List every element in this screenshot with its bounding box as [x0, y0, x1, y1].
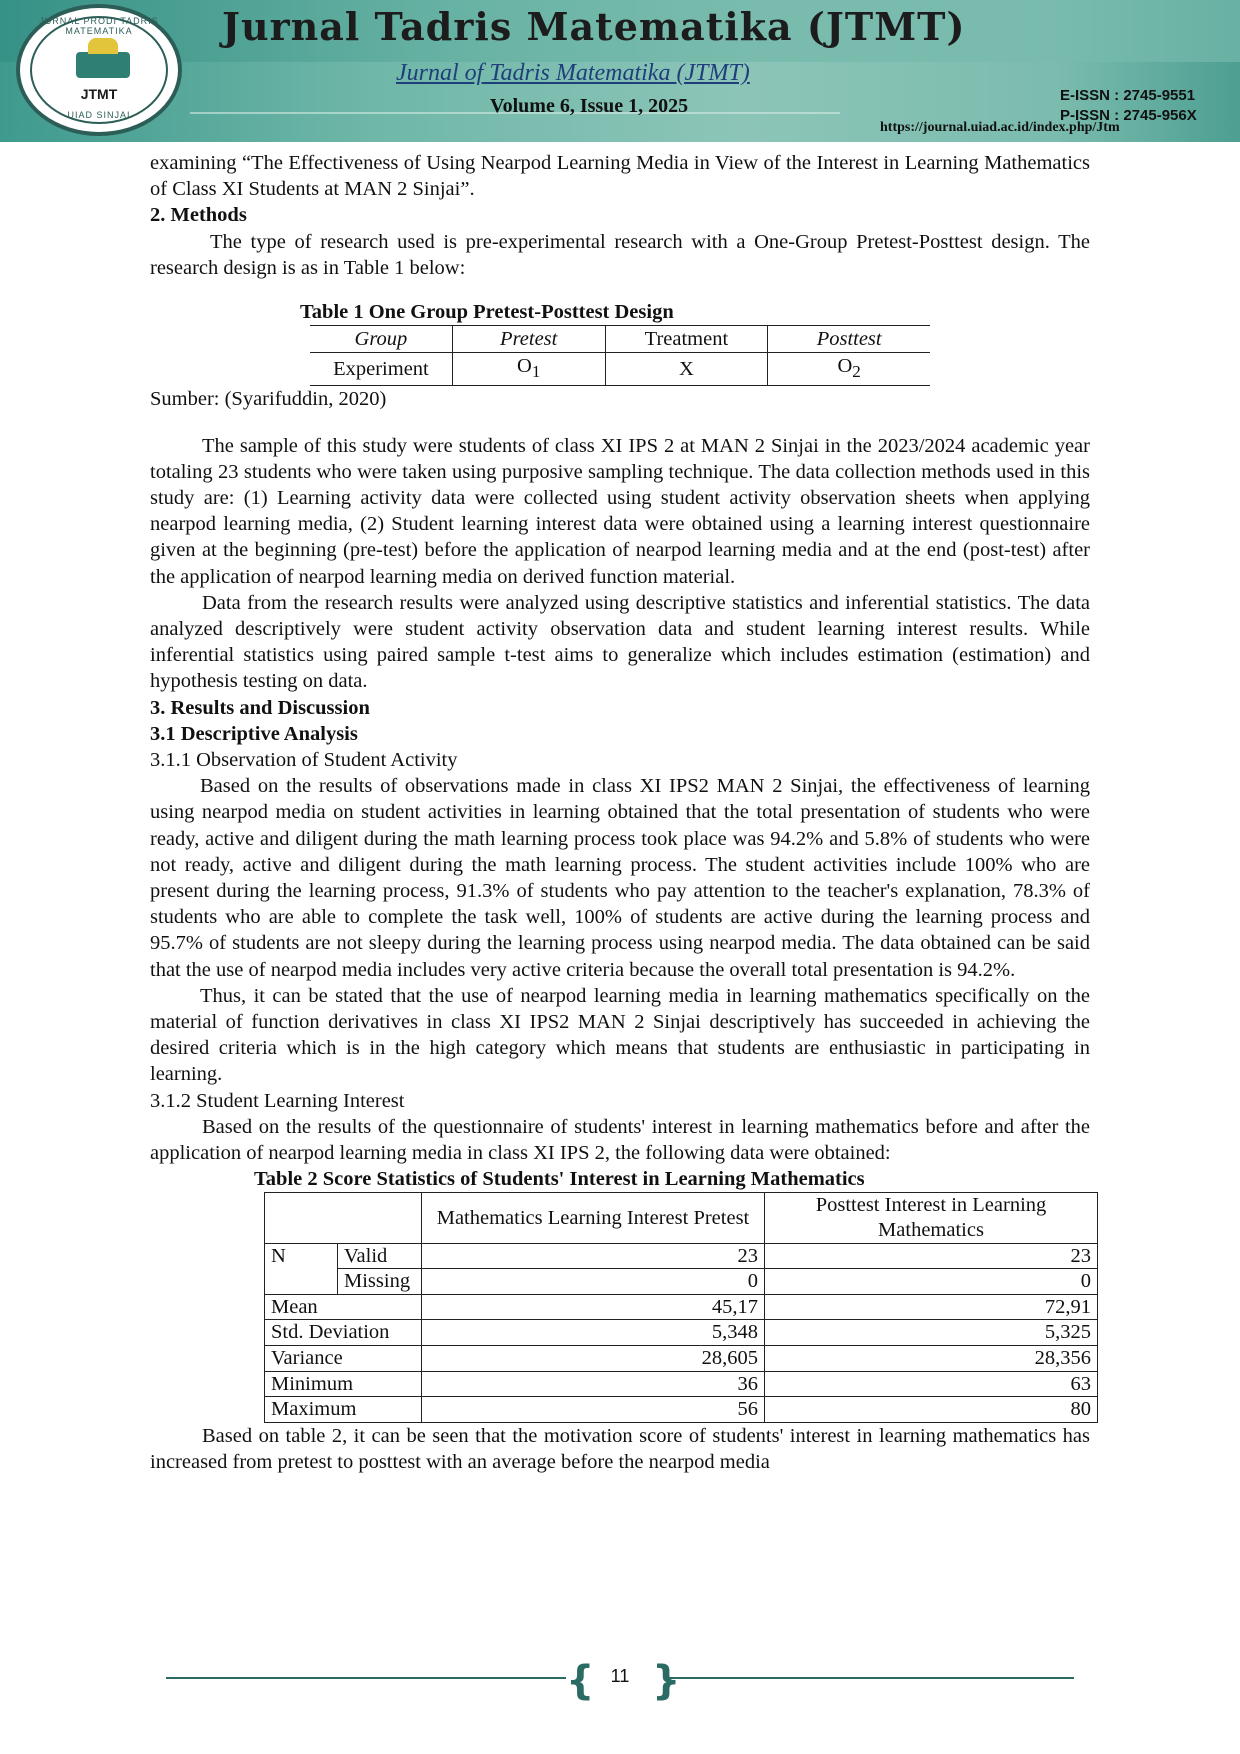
table2-post-value: 0 — [765, 1269, 1098, 1295]
journal-volume: Volume 6, Issue 1, 2025 — [490, 95, 689, 117]
methods-heading: 2. Methods — [150, 204, 247, 227]
table-row — [265, 1269, 1098, 1295]
table2-header-pretest: Mathematics Learning Interest Pretest — [422, 1193, 765, 1243]
table2-post-value: 5,325 — [765, 1320, 1098, 1346]
table-row — [265, 1193, 1098, 1243]
logo-arc-top: JURNAL PRODI TADRIS MATEMATIKA — [39, 16, 159, 36]
table2 — [264, 1192, 1098, 1422]
table2-post-value: 28,356 — [765, 1345, 1098, 1371]
footer-line-right — [668, 1677, 1074, 1679]
results-heading: 3. Results and Discussion — [150, 696, 370, 719]
table-row — [265, 1397, 1098, 1423]
table2-post-value: 63 — [765, 1371, 1098, 1397]
table1-caption: Table 1 One Group Pretest-Posttest Design — [300, 301, 674, 324]
table1-header-posttest: Posttest — [768, 326, 930, 353]
table2-header-posttest: Posttest Interest in Learning Mathematics — [765, 1193, 1098, 1243]
table2-caption: Table 2 Score Statistics of Students' Interest in Learning Mathematics — [254, 1168, 865, 1191]
table2-post-value: 23 — [765, 1243, 1098, 1269]
table2-pre-value: 5,348 — [422, 1320, 765, 1346]
intro-paragraph: examining “The Effectiveness of Using Nearpod Learning Media in View of the Interest in Learning Mathematics of Class XI Students at MAN 2 Sinjai”. — [150, 152, 1090, 201]
pissn: P-ISSN : 2745-956X — [1060, 107, 1197, 124]
page-number: 11 — [610, 1666, 630, 1686]
journal-logo — [16, 4, 182, 136]
results-paragraph-2: Thus, it can be stated that the use of nearpod learning media in learning mathematics specifically on the material of function derivatives in class XI IPS2 MAN 2 Sinjai descriptively has succeeded in achieving the desired criteria which is in the high category which means that students are enthusiastic in participating in learning. — [150, 984, 1090, 1086]
table2-n-label: N — [265, 1243, 338, 1294]
methods-paragraph-1: The type of research used is pre-experimental research with a One-Group Pretest-Posttest design. The research design is as in Table 1 below: — [150, 230, 1090, 279]
table2-row-label: Valid — [338, 1243, 422, 1269]
footer-line-left — [166, 1677, 566, 1679]
table2-pre-value: 45,17 — [422, 1294, 765, 1320]
journal-url[interactable]: https://journal.uiad.ac.id/index.php/Jtm — [880, 120, 1120, 135]
table2-row-label: Missing — [338, 1269, 422, 1295]
table1-source: Sumber: (Syarifuddin, 2020) — [150, 388, 387, 411]
page-body — [150, 150, 1090, 1475]
table2-row-label: Maximum — [265, 1397, 422, 1423]
table2-pre-value: 56 — [422, 1397, 765, 1423]
table2-post-value: 72,91 — [765, 1294, 1098, 1320]
table-row — [265, 1371, 1098, 1397]
table1-header-treatment: Treatment — [605, 326, 768, 353]
table-row — [265, 1243, 1098, 1269]
table2-pre-value: 23 — [422, 1243, 765, 1269]
table1-cell-treatment: X — [605, 353, 768, 386]
footer-brace-left-icon: { — [566, 1658, 595, 1704]
table-row — [265, 1320, 1098, 1346]
eissn: E-ISSN : 2745-9551 — [1060, 87, 1196, 104]
table2-post-value: 80 — [765, 1397, 1098, 1423]
interest-heading: 3.1.2 Student Learning Interest — [150, 1089, 405, 1112]
footer-brace-right-icon: } — [652, 1658, 681, 1704]
table2-row-label: Std. Deviation — [265, 1320, 422, 1346]
table1-header-pretest: Pretest — [452, 326, 605, 353]
descriptive-heading: 3.1 Descriptive Analysis — [150, 722, 358, 745]
table2-row-label: Mean — [265, 1294, 422, 1320]
table-row — [310, 353, 930, 386]
table-row — [310, 326, 930, 353]
methods-paragraph-3: Data from the research results were analyzed using descriptive statistics and inferential statistics. The data analyzed descriptively were student activity observation data and student learning interest results. While inferential statistics using paired sample t-test aims to generalize which includes estimation (estimation) and hypothesis testing on data. — [150, 591, 1090, 693]
table1-cell-posttest: $O_2$ — [768, 353, 930, 386]
table-row — [265, 1345, 1098, 1371]
table2-pre-value: 0 — [422, 1269, 765, 1295]
table1-header-group: Group — [310, 326, 452, 353]
results-paragraph-1: Based on the results of observations made in class XI IPS2 MAN 2 Sinjai, the effectiveness of learning using nearpod media on student activities in learning obtained that the total presentation of students who were ready, active and diligent during the math learning process took place was 94.2% and 5.8% of students who were not ready, active and diligent during the math learning process. The student activities include 100% who are present during the learning process, 91.3% of students who pay attention to the teacher's explanation, 78.3% of students who are able to complete the task well, 100% of students are active during the learning process and 95.7% of students are not sleepy during the learning process using nearpod media. The data obtained can be said that the use of nearpod media includes very active criteria because the overall total presentation is 94.2%. — [150, 775, 1090, 981]
table-row — [265, 1294, 1098, 1320]
table2-pre-value: 28,605 — [422, 1345, 765, 1371]
table2-row-label: Variance — [265, 1345, 422, 1371]
table2-row-label: Minimum — [265, 1371, 422, 1397]
logo-arc-bottom: UIAD SINJAI — [67, 110, 131, 120]
methods-paragraph-2: The sample of this study were students of class XI IPS 2 at MAN 2 Sinjai in the 2023/2024 academic year totaling 23 students who were taken using purposive sampling technique. The data collection methods used in this study are: (1) Learning activity data were collected using student activity observation sheets when applying nearpod learning media, (2) Student learning interest data were obtained using a learning interest questionnaire given at the beginning (pre-test) before the application of nearpod learning media and at the end (post-test) after the application of nearpod learning media on derived function material. — [150, 434, 1090, 588]
table1-cell-group: Experiment — [310, 353, 452, 386]
logo-text: JTMT — [80, 86, 118, 102]
table1 — [310, 325, 930, 386]
table1-cell-pretest: $O_1$ — [452, 353, 605, 386]
table2-pre-value: 36 — [422, 1371, 765, 1397]
journal-subtitle-link[interactable]: Jurnal of Tadris Matematika (JTMT) — [396, 60, 750, 86]
journal-header — [0, 0, 1240, 142]
table2-corner — [265, 1193, 422, 1243]
results-paragraph-3: Based on the results of the questionnaire of students' interest in learning mathematics before and after the application of nearpod learning media in class XI IPS 2, the following data were obtained: — [150, 1115, 1090, 1164]
journal-title: Jurnal Tadris Matematika (JTMT) — [222, 4, 966, 49]
results-paragraph-4: Based on table 2, it can be seen that the motivation score of students' interest in learning mathematics has increased from pretest to posttest with an average before the nearpod media — [150, 1424, 1090, 1473]
logo-emblem-icon — [76, 52, 130, 78]
activity-heading: 3.1.1 Observation of Student Activity — [150, 748, 458, 771]
